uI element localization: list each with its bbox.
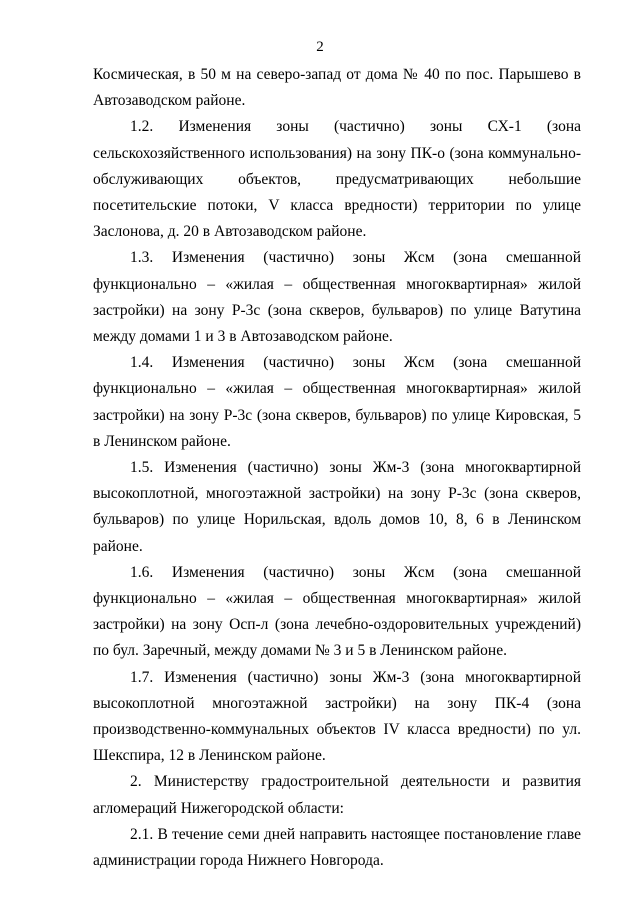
paragraph-2: 2. Министерству градостроительной деятельности и развития агломераций Нижегородской области: [93, 773, 581, 817]
paragraph-1-4: 1.4. Изменения (частично) зоны Жсм (зона смешанной функционально – «жилая – общественная многоквартирная» жилой застройки) на зону Р-3с (зона скверов, бульваров) по улице Кировская, 5 в Ленинском районе. [93, 354, 581, 450]
page-number: 2 [316, 39, 324, 55]
document-body [93, 62, 581, 874]
paragraph-1-3: 1.3. Изменения (частично) зоны Жсм (зона смешанной функционально – «жилая – общественная многоквартирная» жилой застройки) на зону Р-3с (зона скверов, бульваров) по улице Ватутина между домами 1 и 3 в Автозаводском районе. [93, 249, 581, 346]
paragraph-1-7: 1.7. Изменения (частично) зоны Жм-3 (зона многоквартирной высокоплотной многоэтажной застройки) на зону ПК-4 (зона производственно-коммунальных объектов IV класса вредности) по ул. Шекспира, 12 в Ленинском районе. [93, 668, 581, 765]
paragraph-continuation: Космическая, в 50 м на северо-запад от дома № 40 по пос. Парышево в Автозаводском районе. [93, 66, 581, 110]
paragraph-1-5: 1.5. Изменения (частично) зоны Жм-3 (зона многоквартирной высокоплотной, многоэтажной застройки) на зону Р-3с (зона скверов, бульваров) по улице Норильская, вдоль домов 10, 8, 6 в Ленинском районе. [93, 459, 581, 555]
paragraph-1-6: 1.6. Изменения (частично) зоны Жсм (зона смешанной функционально – «жилая – общественная многоквартирная» жилой застройки) на зону Осп-л (зона лечебно-оздоровительных учреждений) по бул. Заречный, между домами № 3 и 5 в Ленинском районе. [93, 563, 581, 660]
paragraph-2-1: 2.1. В течение семи дней направить настоящее постановление главе администрации города Нижнего Новгорода. [93, 825, 581, 870]
paragraph-1-2: 1.2. Изменения зоны (частично) зоны СХ-1 (зона сельскохозяйственного использования) на зону ПК-о (зона коммунально-обслуживающих объектов, предусматривающих небольшие посетительские потоки, V класса вредности) территории по улице Заслонова, д. 20 в Автозаводском районе. [93, 118, 581, 241]
